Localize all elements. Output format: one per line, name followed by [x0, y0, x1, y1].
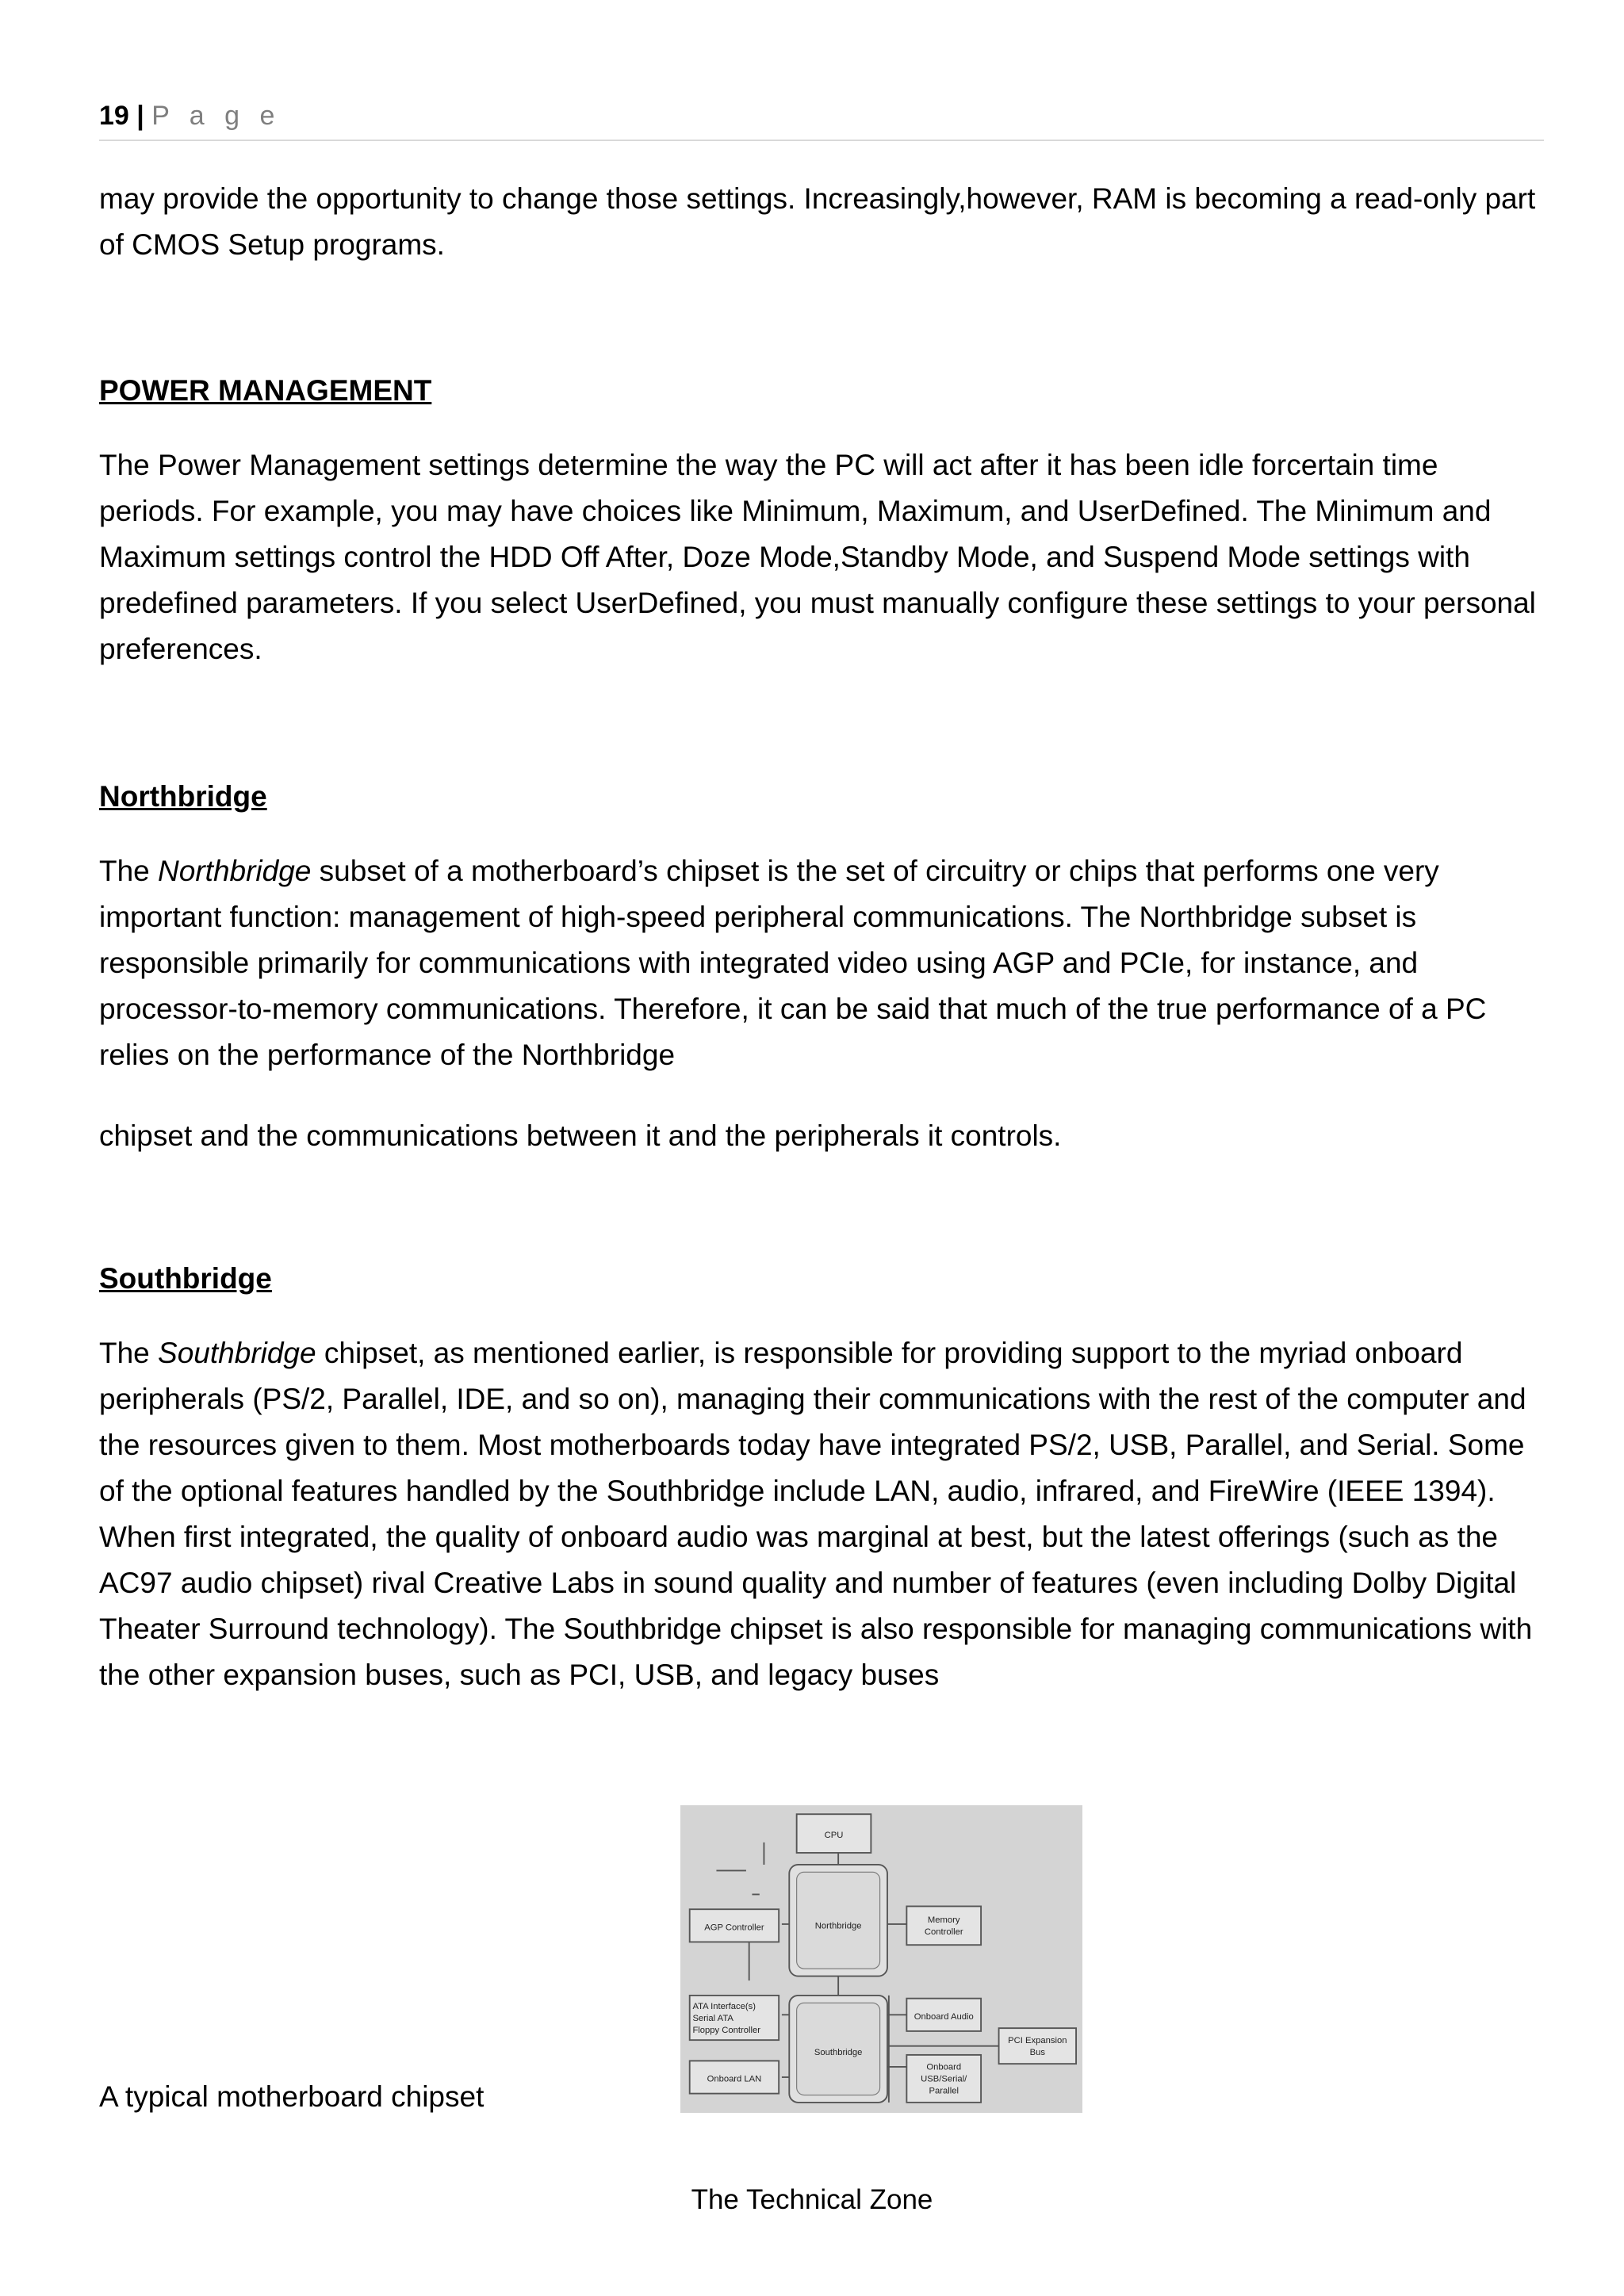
southbridge-emphasis: Southbridge: [158, 1337, 316, 1369]
paragraph-northbridge: [99, 848, 1544, 1078]
page-number: 19: [99, 101, 129, 131]
northbridge-emphasis: Northbridge: [158, 855, 312, 887]
figure-caption: A typical motherboard chipset: [99, 2080, 485, 2113]
diagram-ata-label-1: ATA Interface(s): [692, 2001, 756, 2011]
heading-northbridge: Northbridge: [99, 780, 267, 813]
page-separator: |: [136, 101, 144, 131]
diagram-pci-label-1: PCI Expansion: [1008, 2035, 1067, 2045]
heading-southbridge: Southbridge: [99, 1262, 272, 1295]
diagram-cpu-label: CPU: [824, 1831, 844, 1841]
page-number-label: [99, 98, 281, 133]
heading-power-management: POWER MANAGEMENT: [99, 374, 432, 407]
northbridge-post: subset of a motherboard’s chipset is the set of circuitry or chips that performs one very important function: management of high-speed peripheral communications. The Northbridge subset is responsible primarily for communications with integrated video using AGP and PCIe, for instance, and processor-to-memory communications. Therefore, it can be said that much of the true performance of a PC relies on the performance of the Northbridge: [99, 855, 1487, 1071]
diagram-southbridge-label: Southbridge: [814, 2047, 863, 2057]
diagram-usb-label-2: USB/Serial/: [921, 2074, 967, 2084]
page-word: P a g e: [151, 101, 282, 131]
page-footer: The Technical Zone: [691, 2184, 933, 2215]
southbridge-post: chipset, as mentioned earlier, is responsible for providing support to the myriad onboard peripherals (PS/2, Parallel, IDE, and so on), managing their communications with the rest of the computer and the resources given to them. Most motherboards today have integrated PS/2, USB, Parallel, and Serial. Some of the optional features handled by the Southbridge include LAN, audio, infrared, and FireWire (IEEE 1394). When first integrated, the quality of onboard audio was marginal at best, but the latest offerings (such as the AC97 audio chipset) rival Creative Labs in sound quality and number of features (even including Dolby Digital Theater Surround technology). The Southbridge chipset is also responsible for managing communications with the other expansion buses, such as PCI, USB, and legacy buses: [99, 1337, 1533, 1691]
diagram-ata-label-3: Floppy Controller: [692, 2025, 760, 2035]
diagram-memory-label-2: Controller: [924, 1927, 963, 1938]
page-header: [99, 98, 1544, 141]
diagram-lan-label: Onboard LAN: [707, 2074, 762, 2084]
diagram-ata-label-2: Serial ATA: [692, 2013, 733, 2023]
diagram-usb-label-3: Parallel: [929, 2086, 959, 2096]
diagram-pci-label-2: Bus: [1029, 2047, 1045, 2057]
diagram-agp-label: AGP Controller: [704, 1923, 764, 1933]
paragraph-power-management: The Power Management settings determine the way the PC will act after it has been idle forcertain time periods. For example, you may have choices like Minimum, Maximum, and UserDefined. The Minimum and Maximum settings control the HDD Off After, Doze Mode,Standby Mode, and Suspend Mode settings with predefined parameters. If you select UserDefined, you must manually configure these settings to your personal preferences.: [99, 449, 1536, 665]
southbridge-pre: The: [99, 1337, 159, 1369]
chipset-diagram: [680, 1805, 1082, 2113]
paragraph-southbridge: [99, 1330, 1544, 1698]
paragraph-intro: may provide the opportunity to change those settings. Increasingly,however, RAM is becoming a read-only part of CMOS Setup programs.: [99, 182, 1536, 261]
diagram-audio-label: Onboard Audio: [914, 2011, 974, 2022]
diagram-memory-label-1: Memory: [927, 1915, 960, 1926]
paragraph-northbridge-continued: chipset and the communications between it and the peripherals it controls.: [99, 1119, 1062, 1152]
chipset-diagram-figure: [680, 1805, 1082, 2113]
northbridge-pre: The: [99, 855, 159, 887]
diagram-northbridge-label: Northbridge: [814, 1921, 862, 1931]
diagram-usb-label-1: Onboard: [926, 2062, 962, 2072]
